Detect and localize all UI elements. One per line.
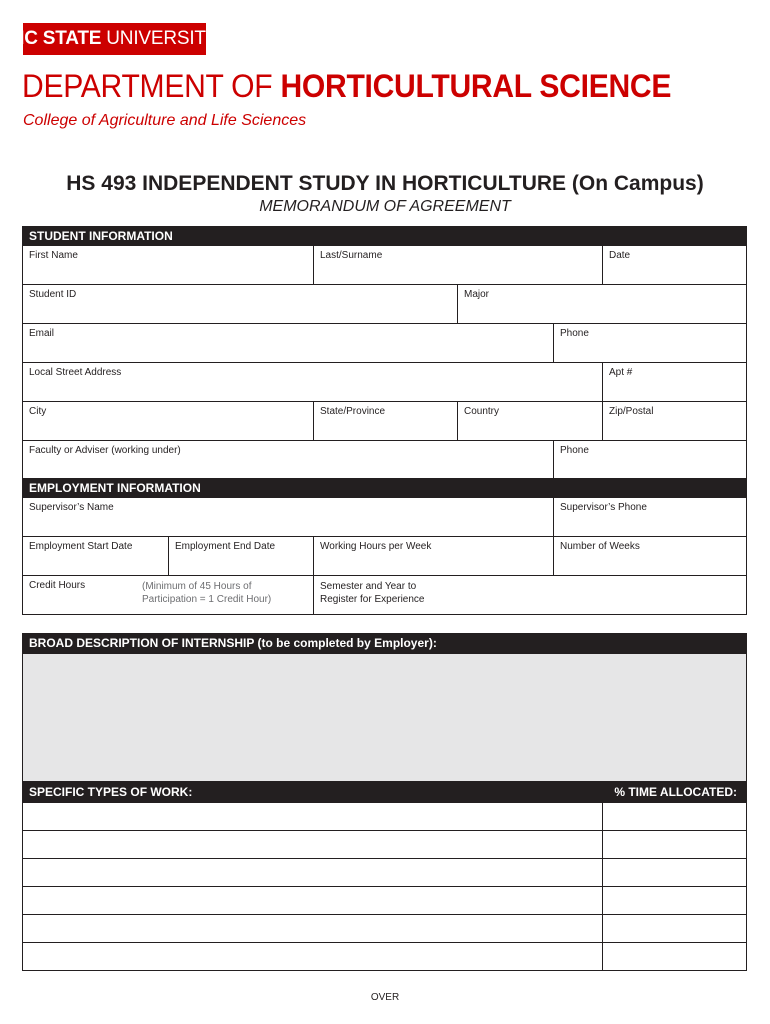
supervisor-name-label: Supervisor’s Name [29, 502, 114, 513]
nc-state-logo [10, 23, 219, 55]
credit-hours-field[interactable] [23, 576, 313, 614]
phone-field[interactable] [553, 324, 746, 362]
student-id-row [22, 285, 747, 324]
major-label: Major [464, 289, 490, 300]
start-date-label: Employment Start Date [29, 541, 133, 552]
phone-label: Phone [560, 328, 589, 339]
start-date-field[interactable] [23, 537, 168, 575]
credit-hours-row [22, 576, 747, 615]
supervisor-name-field[interactable] [23, 498, 553, 536]
student-information-heading: STUDENT INFORMATION [22, 226, 747, 246]
major-field[interactable] [457, 285, 746, 323]
semester-year-label-line-2: Register for Experience [320, 594, 425, 605]
faculty-phone-label: Phone [560, 445, 589, 456]
time-allocated-input[interactable] [603, 915, 746, 942]
zip-field[interactable] [602, 402, 746, 440]
time-allocated-heading: % TIME ALLOCATED: [614, 785, 737, 799]
work-type-input[interactable] [23, 831, 603, 858]
country-field[interactable] [457, 402, 602, 440]
work-row [22, 915, 747, 943]
faculty-adviser-field[interactable] [23, 441, 553, 479]
end-date-label: Employment End Date [175, 541, 276, 552]
employment-information-heading: EMPLOYMENT INFORMATION [22, 478, 747, 498]
hours-per-week-field[interactable] [313, 537, 553, 575]
work-row [22, 803, 747, 831]
department-name [22, 68, 671, 105]
end-date-field[interactable] [168, 537, 313, 575]
student-faculty-row [22, 441, 747, 480]
work-row [22, 859, 747, 887]
work-types-header [22, 781, 747, 803]
student-email-row [22, 324, 747, 363]
supervisor-phone-label: Supervisor’s Phone [560, 502, 647, 513]
zip-label: Zip/Postal [609, 406, 654, 417]
student-information-section [22, 226, 747, 480]
work-types-heading: SPECIFIC TYPES OF WORK: [29, 785, 193, 799]
credit-hours-note [142, 580, 271, 610]
time-allocated-input[interactable] [603, 943, 746, 970]
faculty-adviser-label: Faculty or Adviser (working under) [29, 445, 181, 456]
department-prefix: DEPARTMENT OF [22, 68, 273, 104]
page-subtitle: MEMORANDUM OF AGREEMENT [259, 198, 511, 215]
last-name-label: Last/Surname [320, 250, 383, 261]
city-label: City [29, 406, 47, 417]
first-name-label: First Name [29, 250, 78, 261]
work-type-input[interactable] [23, 943, 603, 970]
work-row [22, 887, 747, 915]
work-row [22, 831, 747, 859]
student-id-label: Student ID [29, 289, 77, 300]
street-address-field[interactable] [23, 363, 602, 401]
supervisor-row [22, 498, 747, 537]
employment-dates-row [22, 537, 747, 576]
logo-bold-text: NC STATE [10, 28, 102, 49]
date-label: Date [609, 250, 631, 261]
work-type-input[interactable] [23, 859, 603, 886]
email-label: Email [29, 328, 55, 339]
work-type-input[interactable] [23, 887, 603, 914]
employment-information-section [22, 478, 747, 615]
department-title: HORTICULTURAL SCIENCE [280, 68, 672, 104]
page-footer-over: OVER [370, 992, 400, 1003]
student-city-row [22, 402, 747, 441]
apt-label: Apt # [609, 367, 633, 378]
semester-year-label-line-1: Semester and Year to [320, 581, 417, 592]
time-allocated-input[interactable] [603, 803, 746, 830]
time-allocated-input[interactable] [603, 887, 746, 914]
internship-description-heading: BROAD DESCRIPTION OF INTERNSHIP (to be completed by Employer): [22, 633, 747, 654]
apt-field[interactable] [602, 363, 746, 401]
time-allocated-input[interactable] [603, 859, 746, 886]
student-name-row [22, 246, 747, 285]
country-label: Country [464, 406, 500, 417]
city-field[interactable] [23, 402, 313, 440]
supervisor-phone-field[interactable] [553, 498, 746, 536]
internship-description-section [22, 633, 747, 971]
faculty-phone-field[interactable] [553, 441, 746, 479]
date-field[interactable] [602, 246, 746, 284]
student-id-field[interactable] [23, 285, 457, 323]
page-title: HS 493 INDEPENDENT STUDY IN HORTICULTURE (On Campus) [66, 172, 704, 195]
email-field[interactable] [23, 324, 553, 362]
credit-hours-note-line-2: Participation = 1 Credit Hour) [142, 594, 272, 605]
work-type-input[interactable] [23, 803, 603, 830]
semester-year-field[interactable] [313, 576, 746, 614]
work-type-input[interactable] [23, 915, 603, 942]
state-field[interactable] [313, 402, 457, 440]
last-name-field[interactable] [313, 246, 602, 284]
first-name-field[interactable] [23, 246, 313, 284]
logo-light-text: UNIVERSITY [106, 28, 219, 49]
number-of-weeks-field[interactable] [553, 537, 746, 575]
hours-per-week-label: Working Hours per Week [320, 541, 432, 552]
internship-description-input[interactable] [22, 654, 747, 781]
time-allocated-input[interactable] [603, 831, 746, 858]
number-of-weeks-label: Number of Weeks [560, 541, 640, 552]
work-row [22, 943, 747, 971]
credit-hours-label: Credit Hours [29, 580, 86, 591]
college-name: College of Agriculture and Life Sciences [23, 112, 307, 129]
state-label: State/Province [320, 406, 386, 417]
credit-hours-note-line-1: (Minimum of 45 Hours of [142, 581, 252, 592]
street-address-label: Local Street Address [29, 367, 122, 378]
student-address-row [22, 363, 747, 402]
